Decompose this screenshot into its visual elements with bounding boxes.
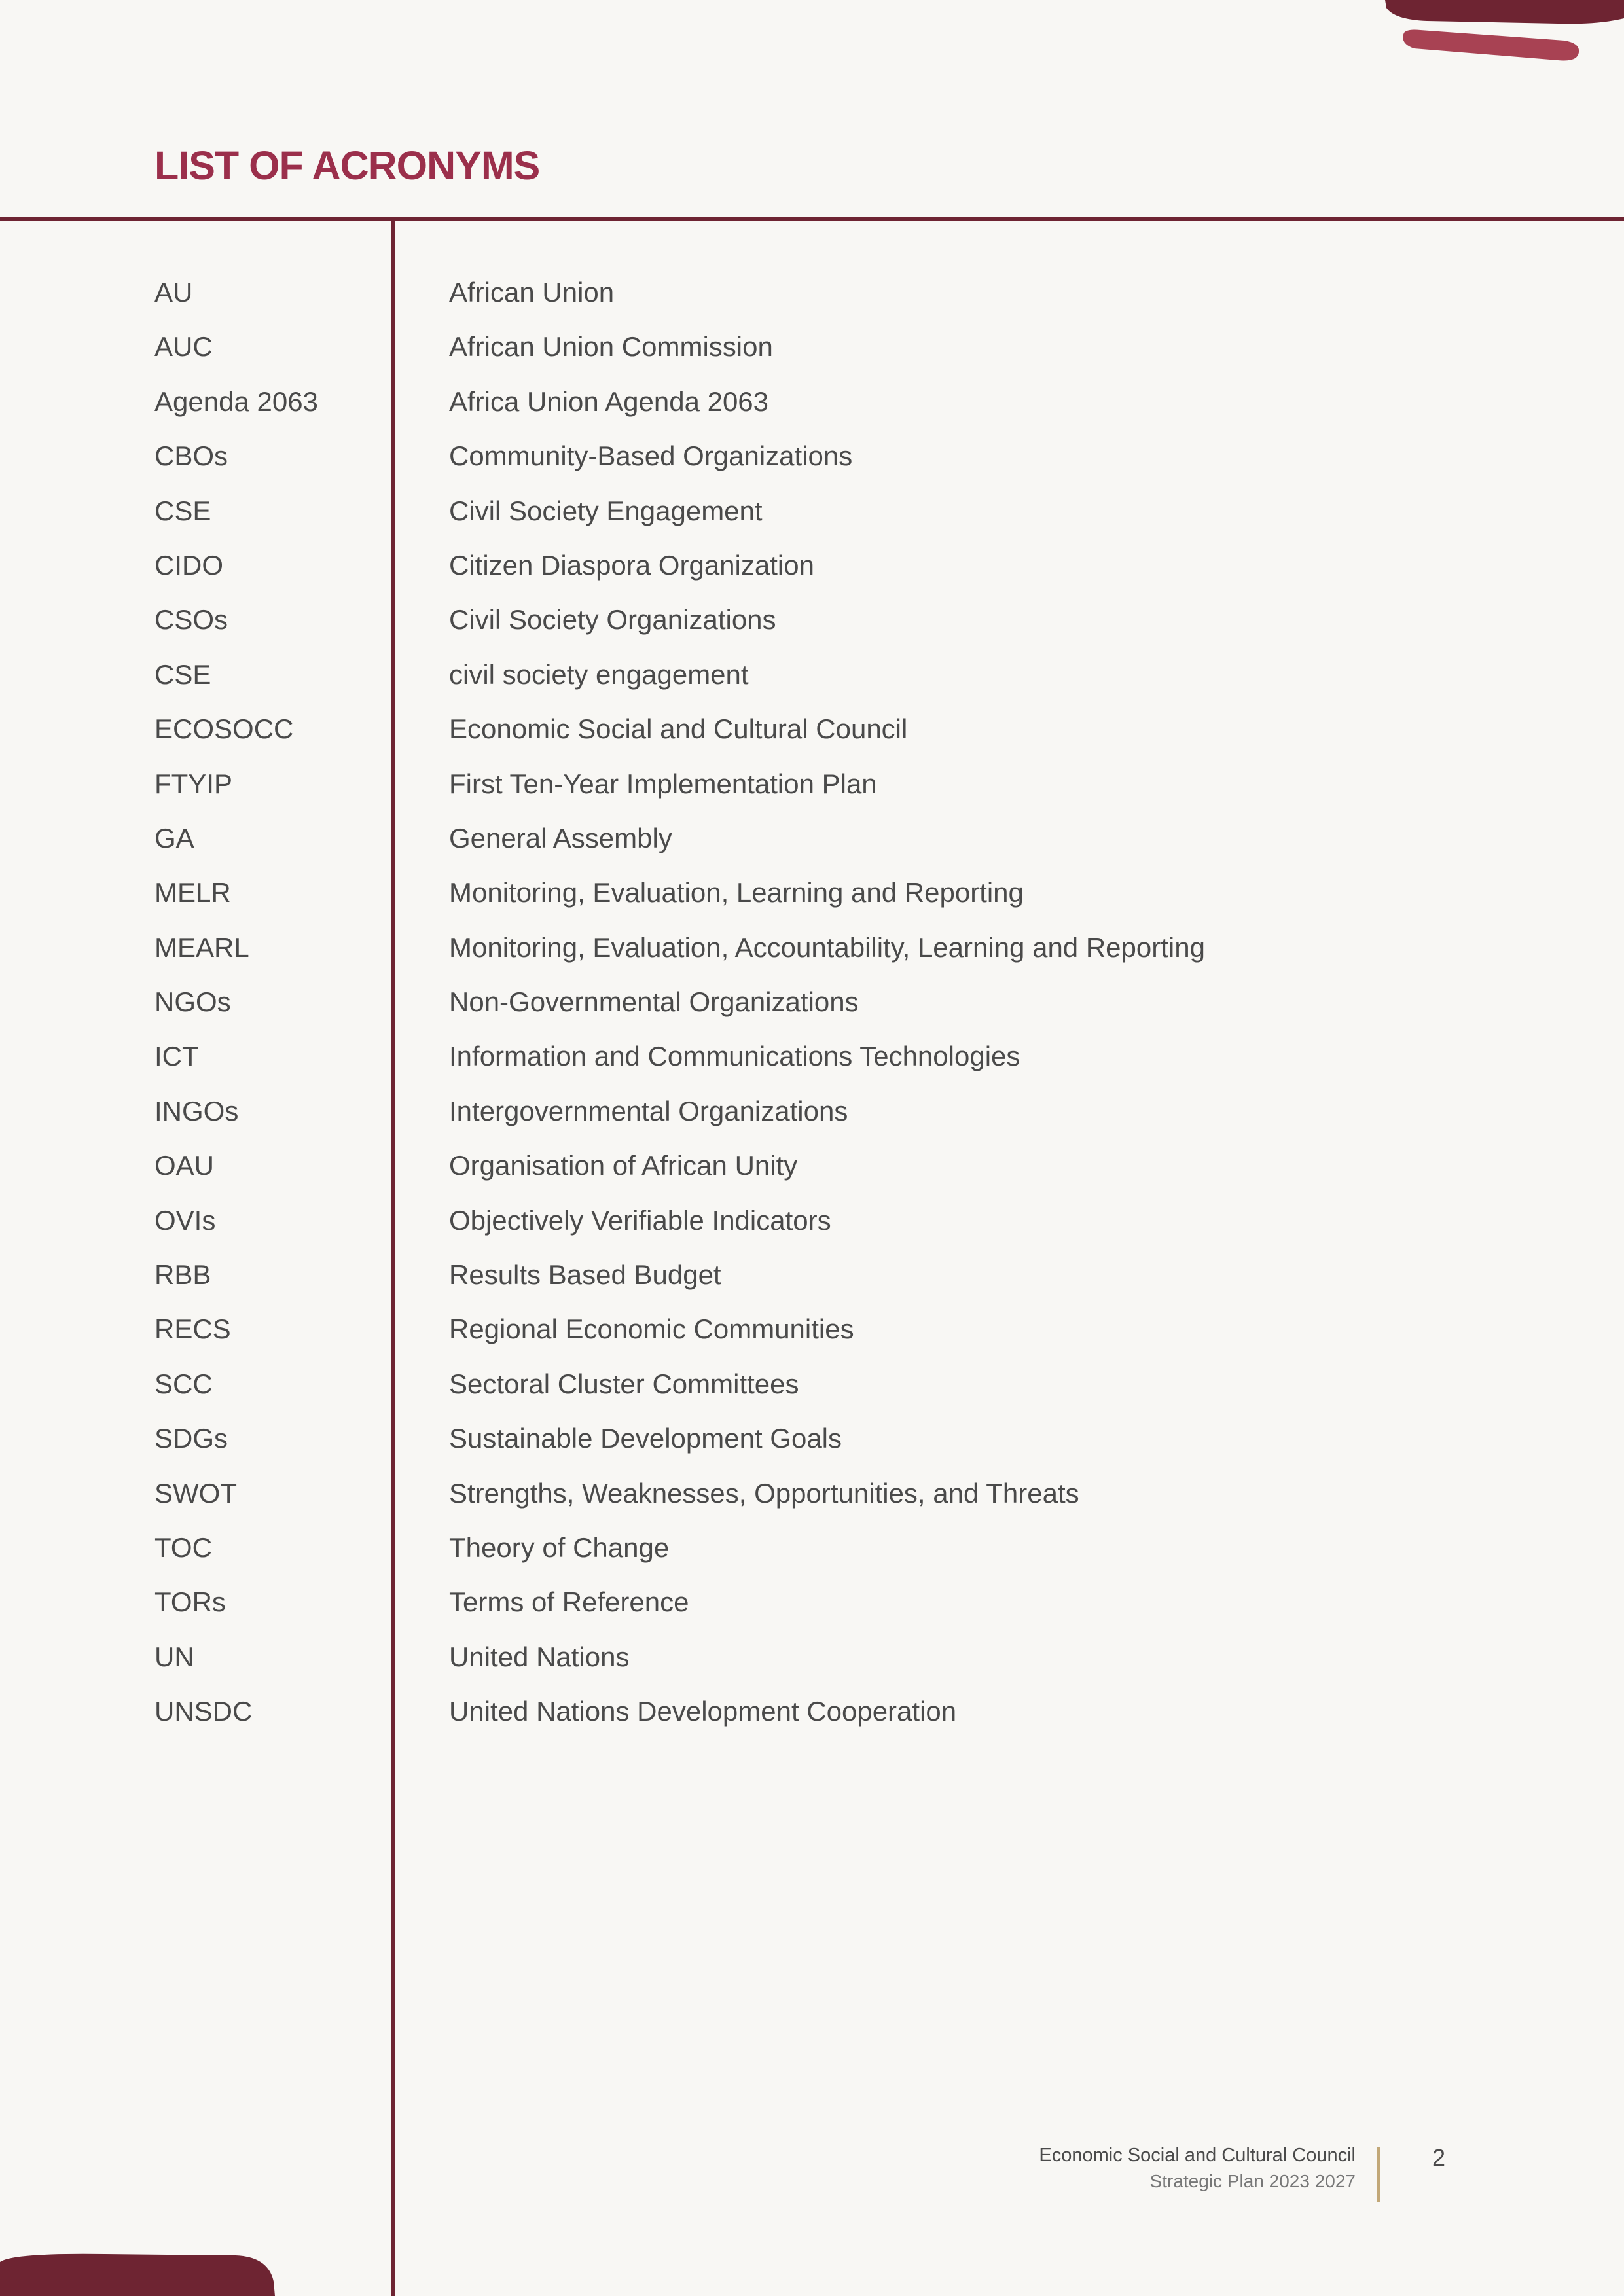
acronym-abbreviation: SWOT bbox=[154, 1477, 237, 1509]
acronym-abbreviation: CSE bbox=[154, 658, 211, 690]
acronym-abbreviation: ICT bbox=[154, 1041, 199, 1072]
acronym-abbreviation: GA bbox=[154, 822, 194, 853]
footer-divider bbox=[1377, 2147, 1380, 2202]
acronym-row bbox=[0, 647, 1624, 702]
acronym-abbreviation: SCC bbox=[154, 1368, 213, 1399]
acronym-definition: Organisation of African Unity bbox=[449, 1150, 798, 1181]
acronym-definition: Citizen Diaspora Organization bbox=[449, 549, 814, 581]
footer-organization: Economic Social and Cultural Council bbox=[1039, 2145, 1356, 2166]
acronym-definition: Regional Economic Communities bbox=[449, 1314, 854, 1345]
footer bbox=[1039, 2142, 1356, 2195]
acronym-row bbox=[0, 1302, 1624, 1356]
acronym-definition: Terms of Reference bbox=[449, 1587, 689, 1618]
acronym-row bbox=[0, 374, 1624, 429]
acronym-definition: Civil Society Engagement bbox=[449, 495, 763, 526]
acronym-row bbox=[0, 1193, 1624, 1247]
header-divider bbox=[0, 217, 1624, 221]
acronym-row bbox=[0, 1411, 1624, 1465]
acronym-row bbox=[0, 757, 1624, 811]
acronym-abbreviation: MEARL bbox=[154, 931, 249, 963]
acronym-definition: African Union Commission bbox=[449, 331, 773, 363]
acronym-row bbox=[0, 1138, 1624, 1193]
acronym-definition: Community-Based Organizations bbox=[449, 440, 853, 472]
acronym-definition: African Union bbox=[449, 277, 615, 308]
acronym-definition: Information and Communications Technologies bbox=[449, 1041, 1020, 1072]
acronym-row bbox=[0, 538, 1624, 592]
acronym-abbreviation: Agenda 2063 bbox=[154, 386, 318, 417]
acronym-definition: civil society engagement bbox=[449, 658, 749, 690]
bottom-brush-decoration bbox=[0, 2251, 301, 2296]
acronym-row bbox=[0, 265, 1624, 319]
acronym-abbreviation: UNSDC bbox=[154, 1696, 253, 1727]
acronym-abbreviation: MELR bbox=[154, 877, 231, 908]
acronym-row bbox=[0, 1466, 1624, 1520]
acronym-definition: Economic Social and Cultural Council bbox=[449, 713, 908, 745]
acronym-abbreviation: RBB bbox=[154, 1259, 211, 1291]
acronym-abbreviation: FTYIP bbox=[154, 768, 233, 799]
page-title: LIST OF ACRONYMS bbox=[154, 143, 540, 188]
acronym-row bbox=[0, 1029, 1624, 1083]
top-brush-decoration bbox=[0, 0, 1624, 79]
acronym-definition: United Nations bbox=[449, 1641, 630, 1672]
acronym-abbreviation: INGOs bbox=[154, 1095, 239, 1126]
acronym-abbreviation: AU bbox=[154, 277, 193, 308]
acronym-row bbox=[0, 592, 1624, 647]
acronym-row bbox=[0, 1684, 1624, 1738]
acronym-row bbox=[0, 975, 1624, 1029]
acronym-abbreviation: NGOs bbox=[154, 986, 231, 1018]
acronym-row bbox=[0, 1575, 1624, 1629]
acronym-row bbox=[0, 1357, 1624, 1411]
acronym-definition: Theory of Change bbox=[449, 1532, 670, 1563]
acronym-definition: United Nations Development Cooperation bbox=[449, 1696, 957, 1727]
acronym-definition: General Assembly bbox=[449, 822, 672, 853]
acronym-row bbox=[0, 429, 1624, 483]
acronym-abbreviation: UN bbox=[154, 1641, 194, 1672]
acronym-row bbox=[0, 1520, 1624, 1575]
acronym-abbreviation: SDGs bbox=[154, 1423, 228, 1454]
acronym-definition: Monitoring, Evaluation, Accountability, Learning and Reporting bbox=[449, 931, 1205, 963]
acronym-definition: First Ten-Year Implementation Plan bbox=[449, 768, 877, 799]
acronym-abbreviation: CIDO bbox=[154, 549, 223, 581]
acronym-abbreviation: AUC bbox=[154, 331, 213, 363]
acronym-row bbox=[0, 920, 1624, 975]
acronym-list bbox=[0, 265, 1624, 1739]
acronym-definition: Non-Governmental Organizations bbox=[449, 986, 859, 1018]
acronym-row bbox=[0, 865, 1624, 920]
page-number: 2 bbox=[1432, 2144, 1446, 2171]
acronym-abbreviation: TORs bbox=[154, 1587, 226, 1618]
acronym-abbreviation: ECOSOCC bbox=[154, 713, 294, 745]
acronym-definition: Objectively Verifiable Indicators bbox=[449, 1204, 831, 1236]
acronym-abbreviation: TOC bbox=[154, 1532, 212, 1563]
acronym-row bbox=[0, 811, 1624, 865]
acronym-abbreviation: CSE bbox=[154, 495, 211, 526]
acronym-abbreviation: RECS bbox=[154, 1314, 231, 1345]
acronym-abbreviation: OAU bbox=[154, 1150, 215, 1181]
acronym-abbreviation: OVIs bbox=[154, 1204, 216, 1236]
acronym-definition: Results Based Budget bbox=[449, 1259, 721, 1291]
acronym-definition: Africa Union Agenda 2063 bbox=[449, 386, 769, 417]
acronym-definition: Sectoral Cluster Committees bbox=[449, 1368, 799, 1399]
footer-plan-title: Strategic Plan 2023 2027 bbox=[1149, 2171, 1356, 2191]
acronym-abbreviation: CSOs bbox=[154, 604, 228, 636]
acronym-row bbox=[0, 319, 1624, 374]
acronym-row bbox=[0, 484, 1624, 538]
acronym-definition: Sustainable Development Goals bbox=[449, 1423, 842, 1454]
acronym-definition: Monitoring, Evaluation, Learning and Reporting bbox=[449, 877, 1024, 908]
acronym-definition: Civil Society Organizations bbox=[449, 604, 776, 636]
acronym-row bbox=[0, 702, 1624, 756]
acronym-abbreviation: CBOs bbox=[154, 440, 228, 472]
acronym-definition: Strengths, Weaknesses, Opportunities, and Threats bbox=[449, 1477, 1079, 1509]
acronym-definition: Intergovernmental Organizations bbox=[449, 1095, 848, 1126]
acronym-row bbox=[0, 1084, 1624, 1138]
acronym-row bbox=[0, 1247, 1624, 1302]
acronym-row bbox=[0, 1630, 1624, 1684]
